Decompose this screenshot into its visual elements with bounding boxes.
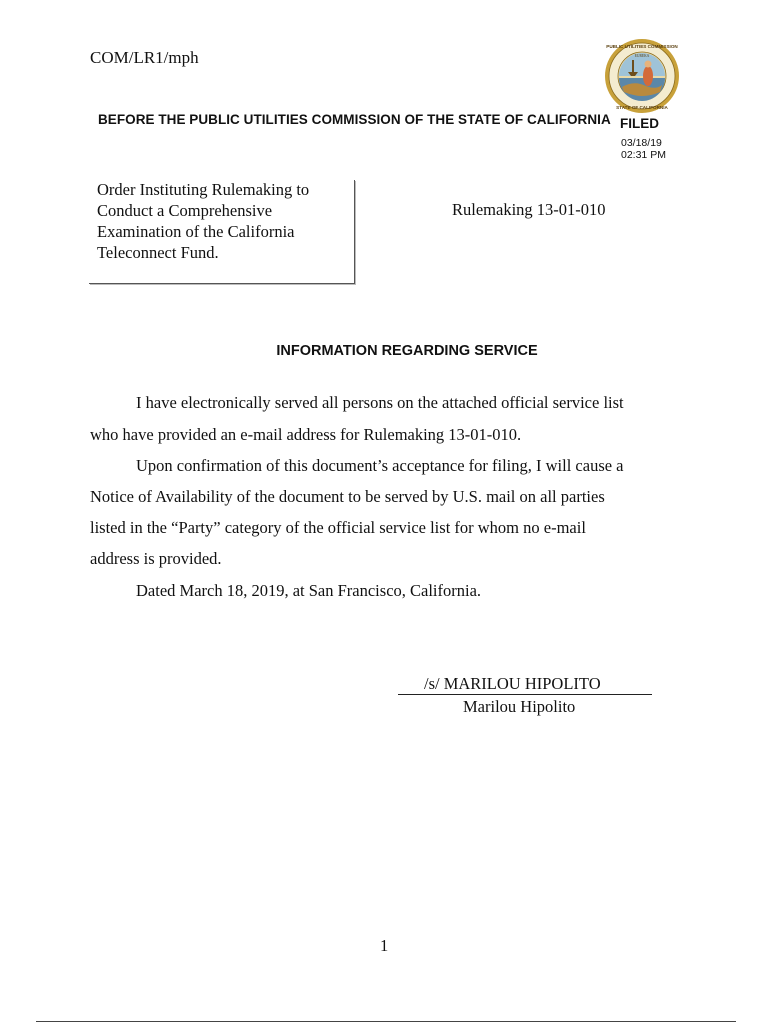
- body-line: Notice of Availability of the document to be served by U.S. mail on all parties: [90, 487, 605, 506]
- svg-text:PUBLIC UTILITIES COMMISSION: PUBLIC UTILITIES COMMISSION: [606, 44, 678, 49]
- filed-time: 02:31 PM: [621, 149, 666, 161]
- document-title: INFORMATION REGARDING SERVICE: [276, 343, 538, 359]
- caption-line: Conduct a Comprehensive: [97, 201, 273, 220]
- body-line: listed in the “Party” category of the official service list for whom no e-mail: [90, 518, 586, 537]
- signatory-name: Marilou Hipolito: [463, 697, 576, 716]
- dated-line: Dated March 18, 2019, at San Francisco, California.: [136, 581, 482, 600]
- commission-heading: BEFORE THE PUBLIC UTILITIES COMMISSION OF THE STATE OF CALIFORNIA: [98, 112, 611, 127]
- body-line: address is provided.: [90, 549, 222, 568]
- docket-number: Rulemaking 13-01-010: [452, 200, 606, 219]
- svg-text:EUREKA: EUREKA: [634, 54, 650, 58]
- page-number: 1: [380, 936, 389, 955]
- caption-line: Examination of the California: [97, 222, 295, 241]
- document-reference-code: COM/LR1/mph: [90, 48, 199, 67]
- signature-line-text: /s/ MARILOU HIPOLITO: [424, 674, 601, 693]
- svg-text:STATE OF CALIFORNIA: STATE OF CALIFORNIA: [616, 105, 668, 110]
- caption-line: Order Instituting Rulemaking to: [97, 180, 310, 199]
- body-line: who have provided an e-mail address for Rulemaking 13-01-010.: [90, 425, 522, 444]
- signature-underline: [398, 694, 652, 695]
- filed-date: 03/18/19: [621, 137, 662, 149]
- caption-line: Teleconnect Fund.: [97, 243, 219, 262]
- body-line: I have electronically served all persons on the attached official service list: [136, 393, 624, 412]
- body-line: Upon confirmation of this document’s acceptance for filing, I will cause a: [136, 456, 624, 475]
- filed-stamp-label: FILED: [620, 116, 659, 131]
- commission-seal-icon: [604, 38, 680, 114]
- footer-divider: [36, 1021, 736, 1022]
